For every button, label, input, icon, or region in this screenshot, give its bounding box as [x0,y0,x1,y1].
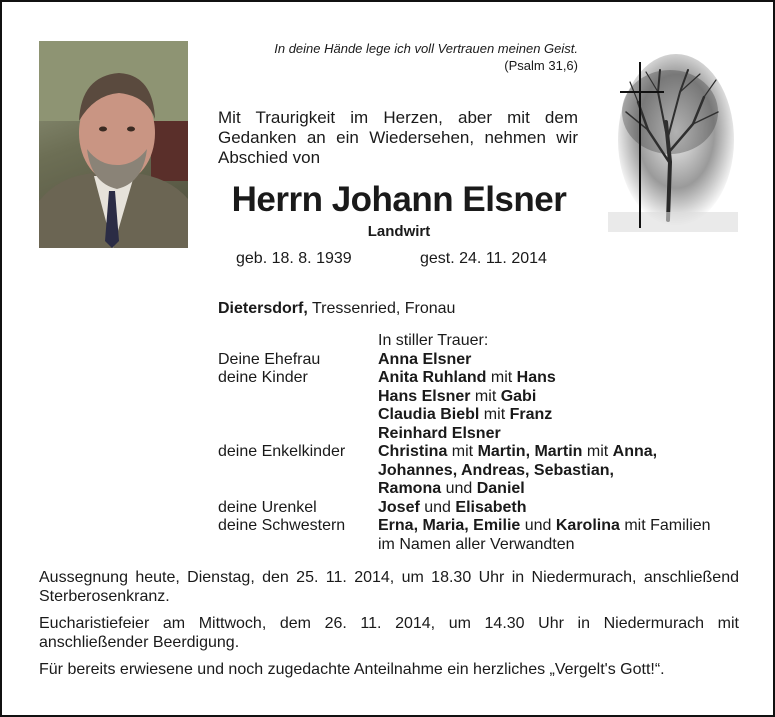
bible-verse [202,40,578,74]
place-main: Dietersdorf, [218,300,308,317]
relation-label [218,536,378,555]
relation-label: deine Urenkel [218,498,317,516]
mourner-names [378,425,768,444]
intro-text: Mit Traurigkeit im Herzen, aber mit dem Gedanken an ein Wiedersehen, nehmen wir Abschied von [218,108,578,167]
verse-text: In deine Hände lege ich voll Vertrauen meinen Geist. [274,41,578,56]
mourner-row [218,369,768,388]
funeral-blessing-text: Aussegnung heute, Dienstag, den 25. 11. 2014, um 18.30 Uhr in Niedermurach, anschließend Sterberosenkranz. [39,569,739,605]
mourner-name: Erna, Maria, Emilie [378,517,521,534]
mourner-name: Elisabeth [455,498,527,516]
connector-text: mit [486,369,517,386]
service-information [39,568,739,687]
mourner-row [218,443,768,462]
thanks-text: Für bereits erwiesene und noch zugedachte Anteilnahme ein herzliches „Vergelt's Gott!“. [39,661,665,678]
mourner-name: Reinhard Elsner [378,424,501,442]
relation-label [218,406,378,425]
relation-label [218,388,378,407]
death-date: gest. 24. 11. 2014 [420,250,547,267]
mourning-heading-row [218,332,768,351]
mourner-name: Johannes, Andreas, Sebastian, [378,461,614,479]
mourner-name: Hans [516,369,556,386]
relation-label: deine Schwestern [218,517,346,534]
mourner-name: Christina [378,443,448,460]
mourner-row [218,462,768,481]
mourner-name: Hans Elsner [378,387,471,405]
verse-source: (Psalm 31,6) [504,58,578,73]
connector-text: mit [447,443,478,460]
mourner-row [218,517,768,536]
mourner-name: Martin, Martin [477,443,583,460]
relation-label: Deine Ehefrau [218,350,321,368]
mourner-row [218,425,768,444]
relation-label [218,480,378,499]
mourner-names [378,536,768,555]
mourner-names [378,517,768,536]
mourner-row [218,388,768,407]
mourner-row [218,499,768,518]
relation-label [218,425,378,444]
mourner-names [378,351,768,370]
mourner-names [378,369,768,388]
connector-text: und [441,480,477,497]
mourner-name: Daniel [476,480,525,497]
mourner-name: Gabi [500,387,537,405]
place-line [218,300,455,318]
mourner-row [218,536,768,555]
mourner-name: Claudia Biebl [378,406,480,423]
mourner-row [218,351,768,370]
portrait-photo [39,41,188,248]
mourner-name: Anna Elsner [378,350,472,368]
mourner-row [218,480,768,499]
mourner-name: Karolina [555,517,620,534]
connector-text: mit Familien [619,517,711,534]
mourner-row [218,406,768,425]
mourner-names [378,499,768,518]
birth-date: geb. 18. 8. 1939 [236,250,352,267]
connector-text: und [520,517,556,534]
relation-label [218,462,378,481]
connector-text: und [419,498,456,516]
mourner-names [378,443,768,462]
deceased-name: Herrn Johann Elsner [231,180,567,219]
mourning-heading: In stiller Trauer: [378,332,489,349]
mourner-name: Josef [378,498,420,516]
mourner-name: Franz [509,406,553,423]
mourner-name: Anita Ruhland [378,369,487,386]
mourner-name: Ramona [378,480,442,497]
mourner-names [378,388,768,407]
mourner-names [378,406,768,425]
connector-text: mit [479,406,510,423]
connector-text: mit [470,387,501,405]
relation-label: deine Enkelkinder [218,443,346,460]
deceased-occupation: Landwirt [367,223,431,240]
tree-cross-image [608,52,738,232]
connector-text: mit [582,443,613,460]
connector-text: im Namen aller Verwandten [378,535,575,553]
mourning-list [218,332,768,554]
relation-label: deine Kinder [218,369,308,386]
mourner-names [378,480,768,499]
mourner-name: Anna, [612,443,658,460]
eucharist-text: Eucharistiefeier am Mittwoch, dem 26. 11. 2014, um 14.30 Uhr in Niedermurach mit anschließender Beerdigung. [39,615,739,651]
place-rest: Tressenried, Fronau [307,300,456,317]
mourner-names [378,462,768,481]
